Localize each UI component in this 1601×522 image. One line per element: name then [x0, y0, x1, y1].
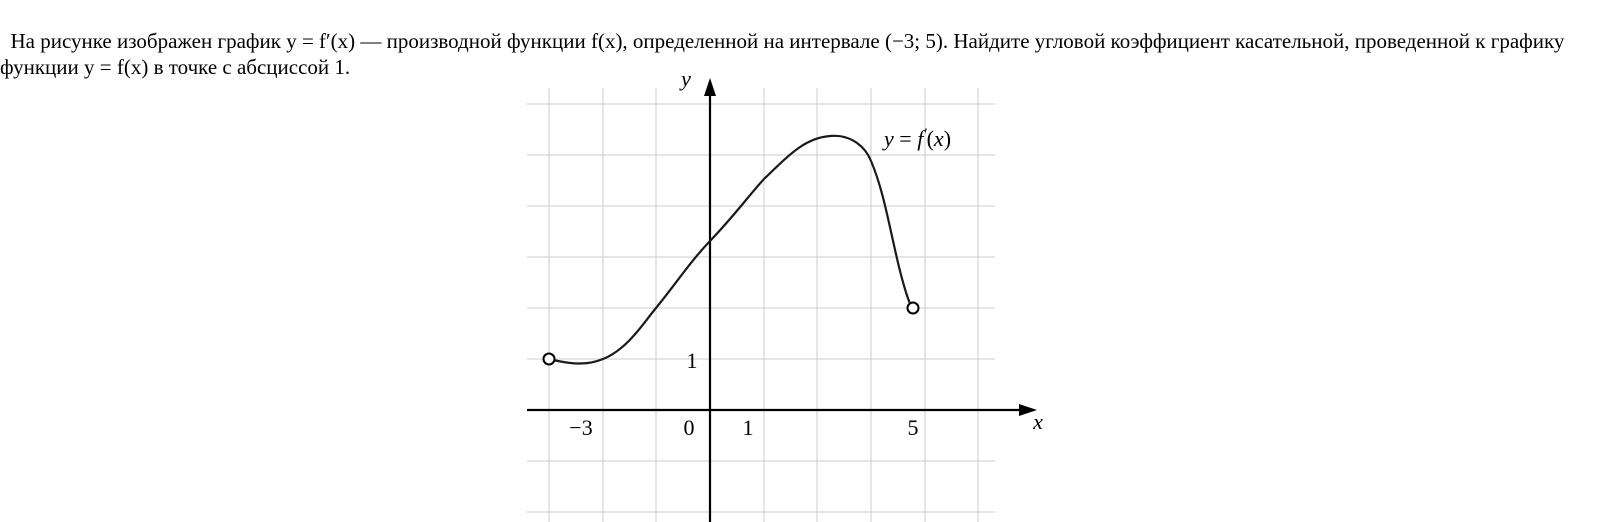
y-tick-1: 1 [686, 348, 698, 373]
derivative-graph-figure [0, 66, 1601, 522]
x-axis-label: x [1033, 409, 1043, 434]
grid-lines [527, 88, 995, 522]
x-tick-0: 0 [683, 415, 695, 440]
x-tick-minus3: −3 [569, 415, 593, 440]
x-tick-5: 5 [907, 415, 919, 440]
y-axis-label: y [681, 66, 691, 91]
open-endpoint-right [908, 303, 919, 314]
curve-label: y = f′(x) [884, 126, 952, 151]
open-endpoint-left [544, 354, 555, 365]
y-axis [704, 78, 716, 522]
x-tick-1: 1 [742, 415, 754, 440]
derivative-curve [549, 136, 913, 364]
problem-text: На рисунке изображен график y = f′(x) — производной функции f(x), определенной на интервале (−3; 5). Найдите угловой коэффициент касательной, проведенной к графику функции y = f(x) в точке с абсциссой 1. [0, 29, 1570, 79]
